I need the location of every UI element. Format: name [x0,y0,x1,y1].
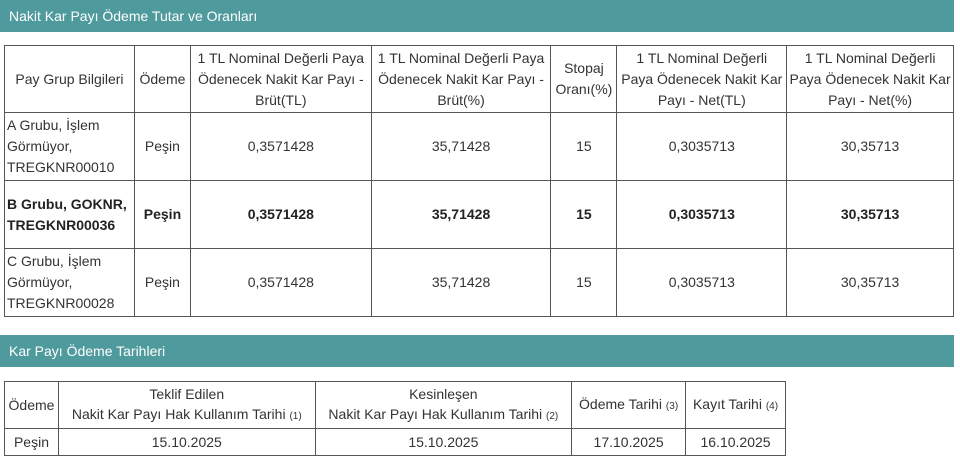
cell-brut-tl: 0,3571428 [190,249,371,317]
section-header-payout-dates [0,335,954,367]
column-header-net-pct: 1 TL Nominal Değerli Paya Ödenecek Nakit Kar Payı - Net(%) [787,46,954,113]
cell-teklif-edilen: 15.10.2025 [58,429,315,456]
cell-pay-grup: A Grubu, İşlem Görmüyor, TREGKNR00010 [5,113,135,181]
cell-brut-pct: 35,71428 [371,113,551,181]
cell-odeme: Peşin [134,181,190,249]
cell-odeme: Peşin [134,113,190,181]
table-row [5,249,954,317]
cell-net-tl: 0,3035713 [617,181,787,249]
cell-odeme: Peşin [5,429,59,456]
cell-stopaj: 15 [551,249,617,317]
column-header-odeme: Ödeme [134,46,190,113]
cell-net-pct: 30,35713 [787,181,954,249]
cell-kesinlesen: 15.10.2025 [315,429,572,456]
cell-odeme: Peşin [134,249,190,317]
table-header-row [5,382,786,429]
table-row [5,429,786,456]
cell-net-tl: 0,3035713 [617,249,787,317]
footnote-marker: (3) [665,400,679,412]
header-line-top: Kesinleşen [409,385,478,402]
footnote-marker: (4) [765,400,779,412]
cell-net-pct: 30,35713 [787,249,954,317]
column-header-brut-pct: 1 TL Nominal Değerli Paya Ödenecek Nakit Kar Payı - Brüt(%) [371,46,551,113]
column-header-odeme-tarihi: Ödeme Tarihi (3) [572,382,686,429]
payout-dates-table [4,381,786,456]
cell-stopaj: 15 [551,113,617,181]
column-header-teklif-edilen [58,382,315,429]
cell-pay-grup: B Grubu, GOKNR, TREGKNR00036 [5,181,135,249]
column-header-pay-grup: Pay Grup Bilgileri [5,46,135,113]
header-line-top: Teklif Edilen [149,385,225,402]
cell-net-pct: 30,35713 [787,113,954,181]
header-line-bottom: Nakit Kar Payı Hak Kullanım Tarihi [71,405,286,422]
column-header-brut-tl: 1 TL Nominal Değerli Paya Ödenecek Nakit Kar Payı - Brüt(TL) [190,46,371,113]
cell-kayit-tarihi: 16.10.2025 [686,429,786,456]
cell-brut-tl: 0,3571428 [190,181,371,249]
cell-net-tl: 0,3035713 [617,113,787,181]
cell-brut-pct: 35,71428 [371,181,551,249]
section-title: Kar Payı Ödeme Tarihleri [9,343,166,359]
payout-amounts-table [4,45,954,317]
footnote-marker: (2) [546,410,559,422]
section-title: Nakit Kar Payı Ödeme Tutar ve Oranları [9,8,258,24]
cell-pay-grup: C Grubu, İşlem Görmüyor, TREGKNR00028 [5,249,135,317]
cell-odeme-tarihi: 17.10.2025 [572,429,686,456]
table-row [5,113,954,181]
footnote-marker: (1) [289,410,302,422]
column-header-kayit-tarihi: Kayıt Tarihi (4) [686,382,786,429]
cell-stopaj: 15 [551,181,617,249]
cell-brut-tl: 0,3571428 [190,113,371,181]
column-header-odeme: Ödeme [5,382,59,429]
table-header-row [5,46,954,113]
column-header-net-tl: 1 TL Nominal Değerli Paya Ödenecek Nakit Kar Payı - Net(TL) [617,46,787,113]
header-line-bottom: Nakit Kar Payı Hak Kullanım Tarihi [328,405,543,422]
section-header-payout-amounts [0,0,954,32]
table-row-highlighted [5,181,954,249]
column-header-stopaj: Stopaj Oranı(%) [551,46,617,113]
cell-brut-pct: 35,71428 [371,249,551,317]
column-header-kesinlesen [315,382,572,429]
